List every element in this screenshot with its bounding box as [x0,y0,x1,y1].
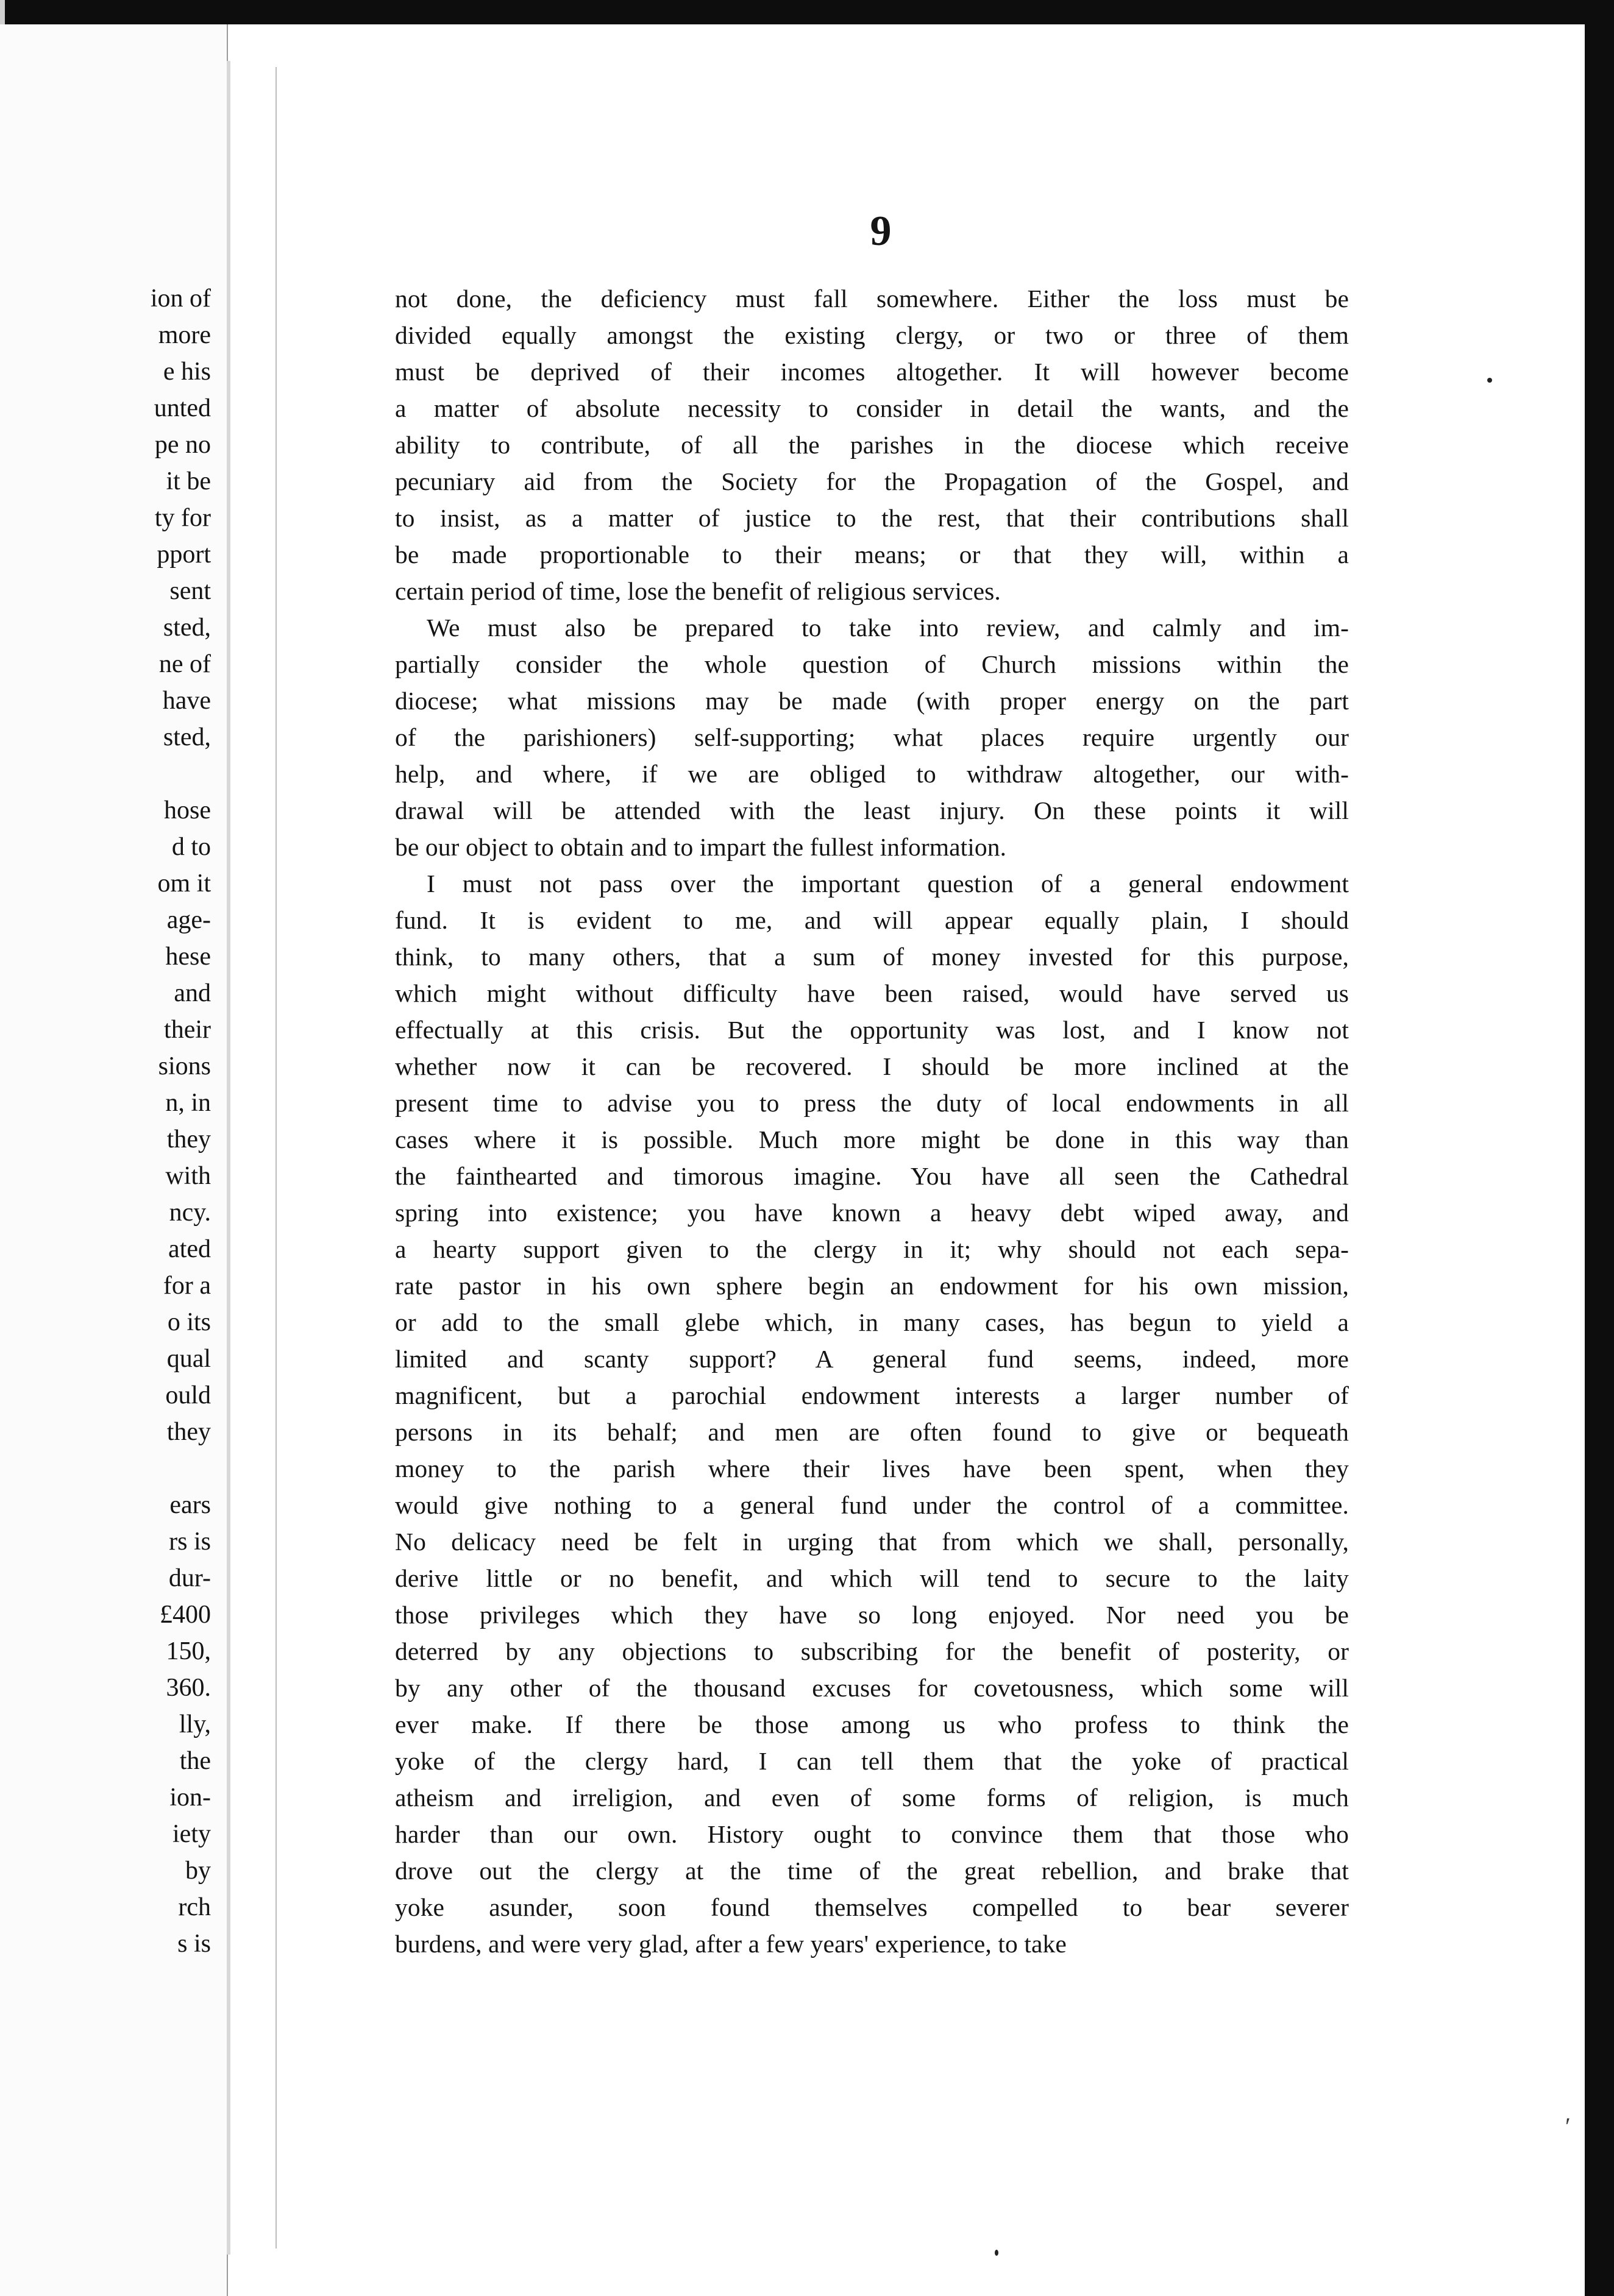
text-line: No delicacy need be felt in urging that from which we shall, personally, [395,1528,1349,1556]
text-line: to insist, as a matter of justice to the rest, that their contributions shall [395,504,1349,532]
previous-page-line-ending: and [174,979,211,1007]
text-line: diocese; what missions may be made (with proper energy on the part [395,687,1349,715]
previous-page-line-ending: iety [172,1820,211,1848]
text-line: atheism and irreligion, and even of some forms of religion, is much [395,1784,1349,1812]
previous-page-line-ending: d to [171,833,211,861]
previous-page-line-ending: ears [169,1491,211,1519]
text-line: partially consider the whole question of Church missions within the [395,650,1349,678]
previous-page-fragment [0,24,228,2296]
text-line: I must not pass over the important question of a general endowment [427,870,1349,898]
text-line: certain period of time, lose the benefit of religious services. [395,577,1001,605]
previous-page-line-ending: sent [169,577,211,605]
text-line: a matter of absolute necessity to consider in detail the wants, and the [395,394,1349,422]
text-line: limited and scanty support? A general fund seems, indeed, more [395,1345,1349,1373]
previous-page-line-ending: their [164,1016,211,1044]
previous-page-line-ending: have [162,687,211,715]
text-line: effectually at this crisis. But the opportunity was lost, and I know not [395,1016,1349,1044]
previous-page-line-ending: £400 [160,1601,211,1629]
previous-page-line-ending: 360. [166,1674,211,1702]
text-line: deterred by any objections to subscribing for the benefit of posterity, or [395,1637,1349,1665]
text-line: or add to the small glebe which, in many cases, has begun to yield a [395,1308,1349,1336]
text-line: spring into existence; you have known a heavy debt wiped away, and [395,1199,1349,1227]
paragraph [395,865,1349,1962]
text-line: the fainthearted and timorous imagine. You have all seen the Cathedral [395,1162,1349,1190]
previous-page-line-ending: pport [157,540,211,569]
previous-page-line-ending: n, in [165,1089,211,1117]
text-line: yoke of the clergy hard, I can tell them that the yoke of practical [395,1747,1349,1775]
text-line: drove out the clergy at the time of the great rebellion, and brake that [395,1857,1349,1885]
text-line: ability to contribute, of all the parishes in the diocese which receive [395,431,1349,459]
previous-page-line-ending: ould [165,1381,211,1409]
text-line: present time to advise you to press the duty of local endowments in all [395,1089,1349,1117]
text-line: rate pastor in his own sphere begin an endowment for his own mission, [395,1272,1349,1300]
previous-page-line-ending: ne of [158,650,211,678]
text-line: magnificent, but a parochial endowment interests a larger number of [395,1381,1349,1409]
previous-page-line-ending: s is [177,1930,211,1958]
previous-page-line-ending: o its [167,1308,211,1336]
text-line: We must also be prepared to take into review, and calmly and im- [427,614,1349,642]
text-line: divided equally amongst the existing clergy, or two or three of them [395,321,1349,349]
text-line: those privileges which they have so long enjoyed. Nor need you be [395,1601,1349,1629]
text-line: fund. It is evident to me, and will appear equally plain, I should [395,906,1349,934]
text-line: a hearty support given to the clergy in it; why should not each sepa- [395,1235,1349,1263]
paragraph [395,609,1349,865]
previous-page-line-ending: unted [154,394,211,422]
text-line: yoke asunder, soon found themselves compelled to bear severer [395,1893,1349,1921]
previous-page-line-ending: ty for [154,504,211,532]
body-text [395,280,1349,1962]
previous-page-line-ending: they [166,1418,211,1446]
text-line: not done, the deficiency must fall somewhere. Either the loss must be [395,285,1349,313]
previous-page-line-ending: ated [168,1235,211,1263]
text-line: money to the parish where their lives have been spent, when they [395,1454,1349,1483]
text-line: burdens, and were very glad, after a few years' experience, to take [395,1930,1067,1958]
text-line: drawal will be attended with the least injury. On these points it will [395,796,1349,824]
text-line: by any other of the thousand excuses for covetousness, which some will [395,1674,1349,1702]
previous-page-line-ending: sted, [163,614,211,642]
paragraph [395,280,1349,609]
text-line: derive little or no benefit, and which will tend to secure to the laity [395,1564,1349,1592]
previous-page-line-ending: by [185,1857,211,1885]
previous-page-line-ending: ion of [150,285,211,313]
scan-speck [995,2250,998,2256]
text-line: help, and where, if we are obliged to withdraw altogether, our with- [395,760,1349,788]
text-line: persons in its behalf; and men are often found to give or bequeath [395,1418,1349,1446]
previous-page-line-endings [28,280,211,1962]
previous-page-line-ending [28,756,211,792]
scan-border-top [0,0,1614,24]
previous-page-line-ending: with [165,1162,211,1190]
previous-page-line-ending: rch [178,1893,211,1921]
previous-page-line-ending: hese [165,943,211,971]
text-line: pecuniary aid from the Society for the Propagation of the Gospel, and [395,467,1349,495]
text-line: must be deprived of their incomes altogether. It will however become [395,358,1349,386]
previous-page-line-ending: the [179,1747,211,1775]
text-line: think, to many others, that a sum of money invested for this purpose, [395,943,1349,971]
page-edge [276,67,277,2248]
scan-speck [1487,378,1492,383]
text-line: be our object to obtain and to impart the fullest information. [395,833,1007,861]
previous-page-line-ending: sions [158,1052,211,1080]
previous-page-line-ending: dur- [168,1564,211,1592]
previous-page-line-ending: sted, [163,723,211,751]
text-line: be made proportionable to their means; or that they will, within a [395,540,1349,569]
text-line: cases where it is possible. Much more might be done in this way than [395,1125,1349,1153]
previous-page-line-ending: ion- [169,1784,211,1812]
text-line: harder than our own. History ought to convince them that those who [395,1820,1349,1848]
previous-page-line-ending: more [158,321,211,349]
previous-page-line-ending: lly, [179,1710,211,1738]
text-line: ever make. If there be those among us who profess to think the [395,1710,1349,1738]
previous-page-line-ending: qual [166,1345,211,1373]
previous-page-line-ending: for a [163,1272,211,1300]
page-number: 9 [870,208,892,255]
previous-page-line-ending: om it [157,870,211,898]
text-line: of the parishioners) self-supporting; what places require urgently our [395,723,1349,751]
text-line: which might without difficulty have been raised, would have served us [395,979,1349,1007]
previous-page-line-ending: they [166,1125,211,1153]
previous-page-line-ending: pe no [154,431,211,459]
text-line: whether now it can be recovered. I should be more inclined at the [395,1052,1349,1080]
previous-page-line-ending: rs is [169,1528,211,1556]
text-line: would give nothing to a general fund under the control of a committee. [395,1491,1349,1519]
scan-mark: ′ [1565,2113,1571,2140]
previous-page-line-ending: hose [164,796,211,824]
scan-border-right [1585,0,1614,2296]
previous-page-line-ending: ncy. [169,1199,211,1227]
page-gutter [227,61,230,2255]
previous-page-line-ending [28,1450,211,1487]
previous-page-line-ending: 150, [166,1637,211,1665]
previous-page-line-ending: age- [166,906,211,934]
previous-page-line-ending: it be [166,467,211,495]
previous-page-line-ending: e his [163,358,211,386]
